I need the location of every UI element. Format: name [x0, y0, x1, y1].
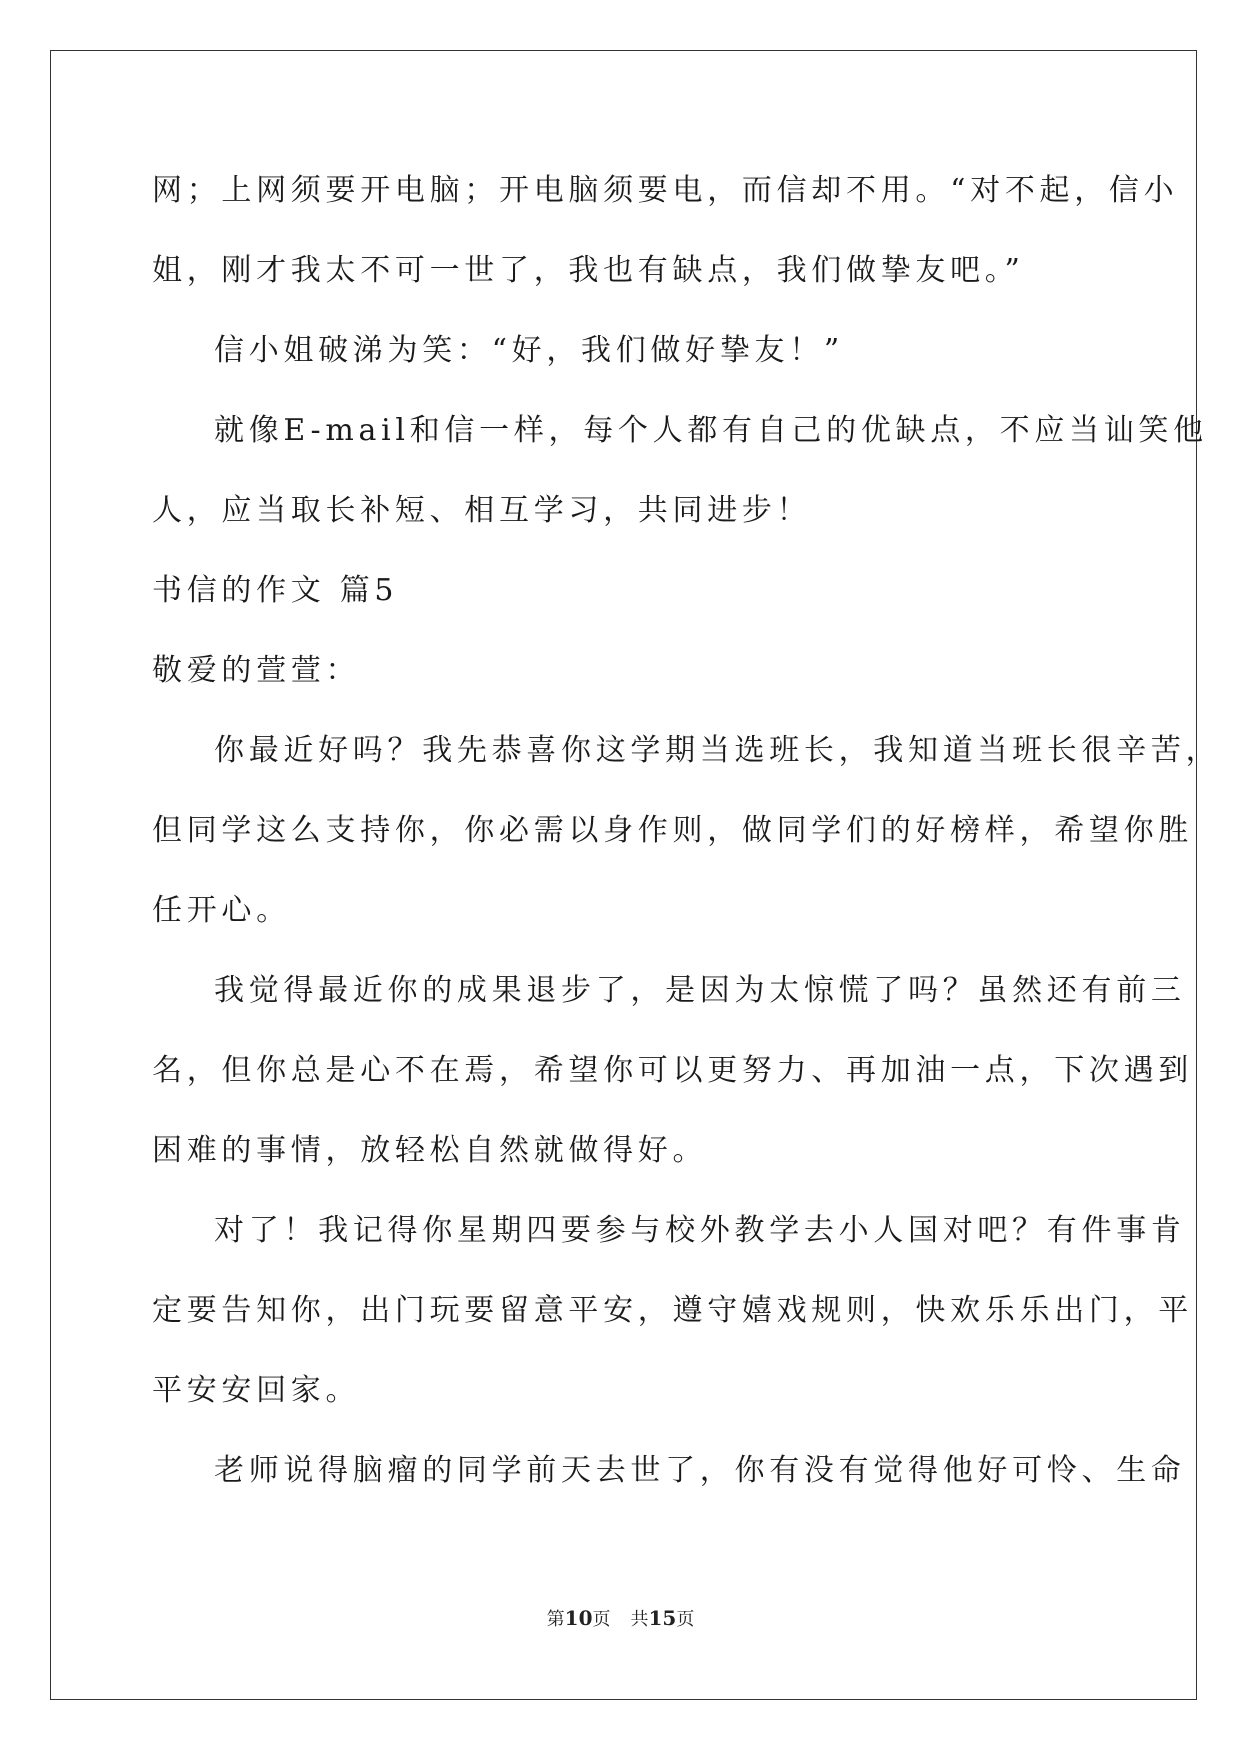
text-line: 困难的事情，放轻松自然就做得好。 [152, 1133, 708, 1168]
document-body [152, 158, 1221, 1518]
paragraph-line: 我觉得最近你的成果退步了，是因为太惊慌了吗？虽然还有前三 [214, 973, 1186, 1008]
paragraph-line: 对了！我记得你星期四要参与校外教学去小人国对吧？有件事肯 [214, 1213, 1186, 1248]
page-total-number: 15 [648, 1606, 677, 1630]
text-line: 网；上网须要开电脑；开电脑须要电，而信却不用。“对不起，信小 [152, 173, 1179, 208]
text-line: 定要告知你，出门玩要留意平安，遵守嬉戏规则，快欢乐乐出门，平 [152, 1293, 1193, 1328]
total-prefix: 共 [630, 1609, 649, 1630]
page-footer [0, 1608, 1241, 1630]
text-line: 但同学这么支持你，你必需以身作则，做同学们的好榜样，希望你胜 [152, 813, 1193, 848]
total-suffix: 页 [676, 1609, 695, 1630]
paragraph-line: 老师说得脑瘤的同学前天去世了，你有没有觉得他好可怜、生命 [214, 1453, 1186, 1488]
text-line: 任开心。 [152, 893, 291, 928]
text-line: 姐，刚才我太不可一世了，我也有缺点，我们做挚友吧。” [152, 253, 1025, 288]
page-suffix: 页 [592, 1609, 611, 1630]
paragraph-line: 就像E-mail和信一样，每个人都有自己的优缺点，不应当讪笑他 [214, 413, 1208, 448]
page-prefix: 第 [546, 1609, 565, 1630]
text-line: 平安安回家。 [152, 1373, 361, 1408]
text-line: 人，应当取长补短、相互学习，共同进步！ [152, 493, 812, 528]
paragraph-line: 你最近好吗？我先恭喜你这学期当选班长，我知道当班长很辛苦， [214, 733, 1221, 768]
page-current-number: 10 [564, 1606, 593, 1630]
paragraph-line: 信小姐破涕为笑：“好，我们做好挚友！” [214, 333, 844, 368]
letter-salutation: 敬爱的萱萱： [152, 653, 361, 688]
text-line: 名，但你总是心不在焉，希望你可以更努力、再加油一点，下次遇到 [152, 1053, 1193, 1088]
section-heading: 书信的作文 篇5 [152, 573, 399, 608]
